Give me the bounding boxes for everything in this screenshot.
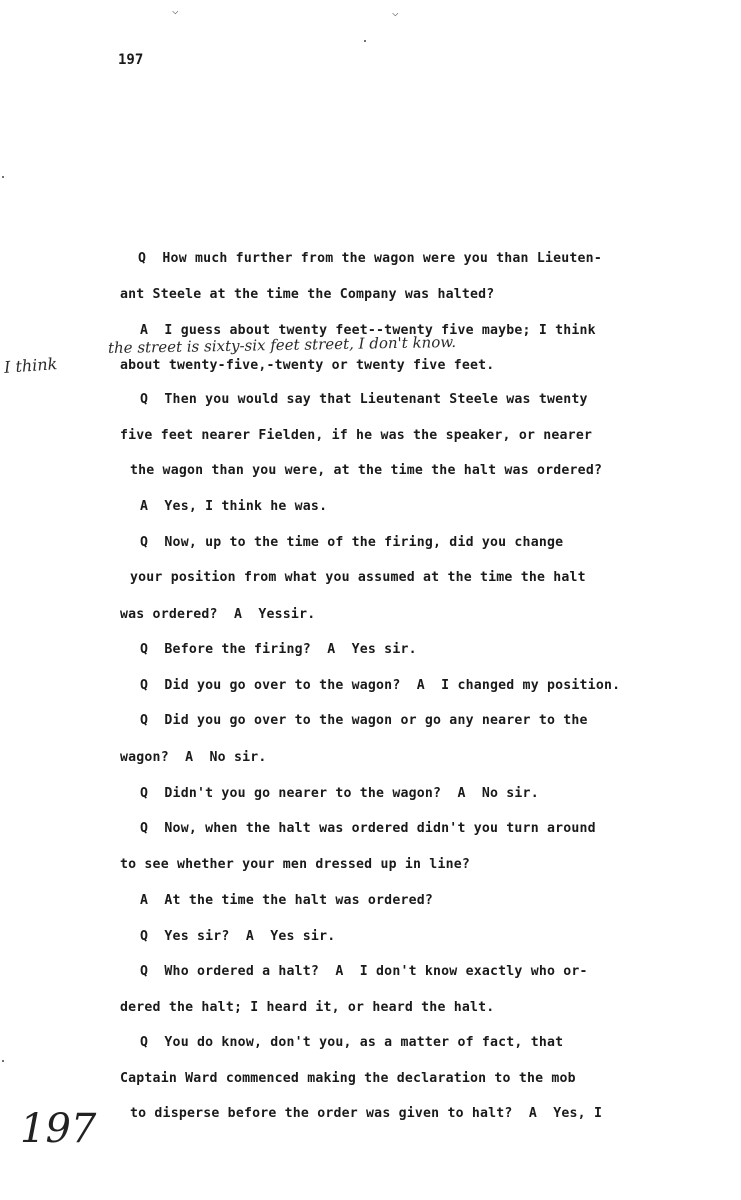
punch-mark-right: ⌵ — [392, 6, 399, 19]
speck — [364, 40, 366, 42]
text-line: Q Yes sir? A Yes sir. — [140, 929, 336, 944]
text-line: Captain Ward commenced making the declaration to the mob — [120, 1071, 576, 1086]
text-line: A At the time the halt was ordered? — [140, 893, 434, 908]
text-line: ant Steele at the time the Company was halted? — [120, 287, 495, 302]
text-line: Q Before the firing? A Yes sir. — [140, 642, 417, 657]
text-line: A Yes, I think he was. — [140, 499, 328, 514]
text-line: to see whether your men dressed up in line? — [120, 857, 471, 872]
text-line: the wagon than you were, at the time the halt was ordered? — [130, 463, 603, 478]
text-line: A I guess about twenty feet--twenty five maybe; I think — [140, 323, 596, 338]
text-line: five feet nearer Fielden, if he was the speaker, or nearer — [120, 428, 593, 443]
text-line: Q You do know, don't you, as a matter of fact, that — [140, 1035, 564, 1050]
text-line: Q Now, when the halt was ordered didn't you turn around — [140, 821, 596, 836]
text-line: Q Did you go over to the wagon or go any nearer to the — [140, 713, 588, 728]
text-line: Q Didn't you go nearer to the wagon? A No sir. — [140, 786, 539, 801]
text-line: about twenty-five,-twenty or twenty five feet. — [120, 358, 495, 373]
speck — [2, 176, 4, 178]
text-line: was ordered? A Yessir. — [120, 607, 316, 622]
text-line: Q Then you would say that Lieutenant Steele was twenty — [140, 392, 588, 407]
text-line: your position from what you assumed at the time the halt — [130, 570, 586, 585]
text-line: wagon? A No sir. — [120, 750, 267, 765]
text-line: dered the halt; I heard it, or heard the halt. — [120, 1000, 495, 1015]
handwritten-margin-note: I think — [3, 354, 58, 377]
handwritten-page-number: 197 — [20, 1106, 97, 1152]
text-line: Q Now, up to the time of the firing, did you change — [140, 535, 564, 550]
speck — [2, 1060, 4, 1062]
text-line: Q Who ordered a halt? A I don't know exactly who or- — [140, 964, 588, 979]
text-line: Q How much further from the wagon were you than Lieuten- — [138, 251, 602, 266]
text-line: Q Did you go over to the wagon? A I changed my position. — [140, 678, 621, 693]
page-number: 197 — [118, 52, 144, 68]
punch-mark-left: ⌵ — [172, 4, 179, 17]
handwritten-insertion: the street is sixty-six feet street, I don't know. — [107, 332, 457, 358]
text-line: to disperse before the order was given to halt? A Yes, I — [130, 1106, 603, 1121]
